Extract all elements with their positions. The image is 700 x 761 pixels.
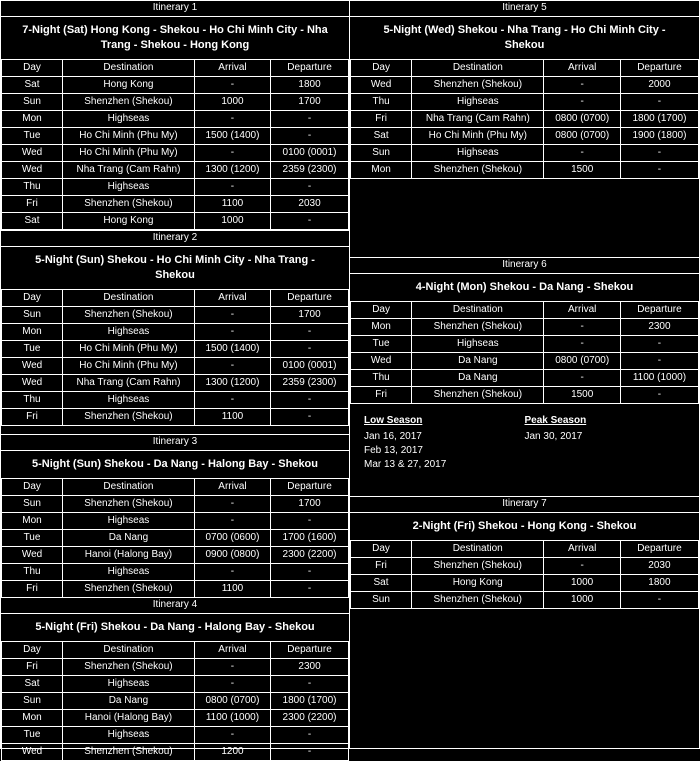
cell-departure: -	[620, 387, 698, 404]
cell-departure: 1800	[620, 575, 698, 592]
table-row	[351, 353, 699, 370]
cell-departure: -	[271, 392, 349, 409]
cell-day: Sun	[351, 145, 412, 162]
season-section	[350, 404, 699, 472]
cell-departure: 1700	[271, 496, 349, 513]
cell-destination: Highseas	[63, 513, 195, 530]
cell-arrival: 0800 (0700)	[544, 128, 620, 145]
cell-destination: Ho Chi Minh (Phu My)	[412, 128, 544, 145]
peak-season-heading: Peak Season	[524, 415, 587, 426]
cell-destination: Highseas	[63, 179, 195, 196]
table-row	[351, 128, 699, 145]
cell-arrival: 0900 (0800)	[194, 547, 270, 564]
cell-destination: Nha Trang (Cam Rahn)	[63, 375, 195, 392]
cell-day: Wed	[2, 162, 63, 179]
table-row	[2, 358, 349, 375]
cell-day: Mon	[2, 324, 63, 341]
itinerary-title-1: 7-Night (Sat) Hong Kong - Shekou - Ho Chi Minh City - Nha Trang - Shekou - Hong Kong	[22, 24, 328, 51]
table-row	[2, 162, 349, 179]
cell-arrival: -	[194, 392, 270, 409]
table-row	[2, 547, 349, 564]
column-header-arrival: Arrival	[194, 290, 270, 307]
table-row	[2, 111, 349, 128]
cell-departure: -	[620, 162, 698, 179]
cell-day: Tue	[2, 341, 63, 358]
cell-day: Sun	[2, 94, 63, 111]
column-header-destination: Destination	[412, 302, 544, 319]
schedule-table-3	[1, 478, 349, 598]
cell-day: Mon	[2, 513, 63, 530]
column-header-arrival: Arrival	[194, 479, 270, 496]
cell-destination: Ho Chi Minh (Phu My)	[63, 358, 195, 375]
schedule-table-4	[1, 641, 349, 761]
table-row	[2, 196, 349, 213]
cell-arrival: -	[194, 496, 270, 513]
column-header-day: Day	[351, 541, 412, 558]
cell-departure: 2359 (2300)	[271, 162, 349, 179]
cell-destination: Da Nang	[412, 370, 544, 387]
cell-day: Mon	[351, 319, 412, 336]
column-header-day: Day	[351, 60, 412, 77]
cell-arrival: 0800 (0700)	[194, 693, 270, 710]
table-row	[2, 564, 349, 581]
cell-day: Sun	[351, 592, 412, 609]
cell-day: Wed	[2, 375, 63, 392]
table-row	[2, 496, 349, 513]
cell-arrival: 1500 (1400)	[194, 341, 270, 358]
itinerary-block-7	[350, 496, 699, 609]
cell-destination: Shenzhen (Shekou)	[63, 744, 195, 761]
cell-destination: Hanoi (Halong Bay)	[63, 547, 195, 564]
cell-departure: 0100 (0001)	[271, 358, 349, 375]
cell-destination: Nha Trang (Cam Rahn)	[412, 111, 544, 128]
cell-destination: Da Nang	[63, 693, 195, 710]
cell-day: Mon	[2, 111, 63, 128]
cell-destination: Ho Chi Minh (Phu My)	[63, 128, 195, 145]
table-row	[351, 336, 699, 353]
column-header-day: Day	[2, 60, 63, 77]
table-row	[351, 319, 699, 336]
itinerary-block-5	[350, 1, 699, 179]
cell-arrival: -	[544, 336, 620, 353]
itinerary-label-3: Itinerary 3	[1, 435, 349, 451]
itinerary-label-1: Itinerary 1	[1, 1, 349, 17]
cell-departure: -	[271, 564, 349, 581]
table-row	[2, 213, 349, 230]
itinerary-label-4: Itinerary 4	[1, 598, 349, 614]
table-row	[2, 530, 349, 547]
column-header-arrival: Arrival	[194, 642, 270, 659]
cell-arrival: 0800 (0700)	[544, 353, 620, 370]
right-spacer-1	[350, 179, 699, 257]
cell-arrival: -	[194, 324, 270, 341]
column-header-destination: Destination	[63, 290, 195, 307]
column-header-destination: Destination	[412, 541, 544, 558]
cell-arrival: 1300 (1200)	[194, 375, 270, 392]
cell-departure: -	[271, 727, 349, 744]
cell-departure: 2030	[271, 196, 349, 213]
low-season-column	[364, 414, 525, 472]
cell-arrival: -	[194, 307, 270, 324]
column-header-departure: Departure	[271, 290, 349, 307]
cell-destination: Highseas	[63, 727, 195, 744]
cell-departure: 2030	[620, 558, 698, 575]
cell-destination: Highseas	[63, 676, 195, 693]
column-header-destination: Destination	[412, 60, 544, 77]
cell-arrival: -	[194, 179, 270, 196]
cell-day: Tue	[2, 727, 63, 744]
cell-destination: Hong Kong	[412, 575, 544, 592]
left-spacer	[1, 426, 349, 434]
cell-departure: 1800	[271, 77, 349, 94]
cell-destination: Hong Kong	[63, 77, 195, 94]
itinerary-label-2: Itinerary 2	[1, 231, 349, 247]
cell-destination: Shenzhen (Shekou)	[412, 558, 544, 575]
cell-departure: 1700 (1600)	[271, 530, 349, 547]
column-header-arrival: Arrival	[194, 60, 270, 77]
cell-arrival: 0700 (0600)	[194, 530, 270, 547]
cell-departure: 2300	[620, 319, 698, 336]
cell-arrival: 1100	[194, 409, 270, 426]
itinerary-block-4	[1, 598, 349, 761]
cell-destination: Shenzhen (Shekou)	[412, 162, 544, 179]
cell-day: Wed	[351, 353, 412, 370]
cell-destination: Shenzhen (Shekou)	[412, 592, 544, 609]
cell-destination: Da Nang	[63, 530, 195, 547]
cell-arrival: -	[544, 94, 620, 111]
itinerary-title-3: 5-Night (Sun) Shekou - Da Nang - Halong Bay - Shekou	[31, 458, 318, 470]
cell-arrival: 1100 (1000)	[194, 710, 270, 727]
column-header-departure: Departure	[271, 642, 349, 659]
table-header-row	[351, 60, 699, 77]
cell-destination: Highseas	[412, 94, 544, 111]
cell-departure: -	[271, 409, 349, 426]
cell-destination: Shenzhen (Shekou)	[412, 387, 544, 404]
column-header-destination: Destination	[63, 479, 195, 496]
cell-arrival: 1300 (1200)	[194, 162, 270, 179]
cell-arrival: -	[544, 319, 620, 336]
cell-arrival: -	[194, 111, 270, 128]
table-row	[2, 77, 349, 94]
table-header-row	[2, 479, 349, 496]
table-header-row	[351, 302, 699, 319]
cell-day: Wed	[2, 744, 63, 761]
itinerary-label-5: Itinerary 5	[350, 1, 699, 17]
cell-day: Wed	[2, 547, 63, 564]
itinerary-block-1	[1, 1, 349, 230]
table-row	[351, 387, 699, 404]
cell-destination: Highseas	[412, 145, 544, 162]
cell-day: Mon	[351, 162, 412, 179]
cell-departure: 2300 (2200)	[271, 547, 349, 564]
cell-day: Tue	[2, 530, 63, 547]
table-row	[2, 409, 349, 426]
cell-arrival: -	[194, 659, 270, 676]
schedule-table-1	[1, 59, 349, 230]
cell-departure: -	[271, 324, 349, 341]
schedule-table-5	[350, 59, 699, 179]
cell-day: Sat	[2, 77, 63, 94]
table-row	[2, 659, 349, 676]
column-header-day: Day	[2, 290, 63, 307]
cell-arrival: 1000	[544, 592, 620, 609]
table-row	[2, 710, 349, 727]
cell-destination: Ho Chi Minh (Phu My)	[63, 341, 195, 358]
cell-departure: -	[271, 341, 349, 358]
cell-destination: Hanoi (Halong Bay)	[63, 710, 195, 727]
column-header-destination: Destination	[63, 642, 195, 659]
cell-destination: Shenzhen (Shekou)	[63, 659, 195, 676]
cell-destination: Shenzhen (Shekou)	[63, 409, 195, 426]
table-row	[351, 94, 699, 111]
table-header-row	[2, 290, 349, 307]
cell-departure: 1700	[271, 94, 349, 111]
peak-season-column	[525, 414, 686, 472]
table-row	[2, 307, 349, 324]
cell-destination: Shenzhen (Shekou)	[63, 496, 195, 513]
table-row	[2, 744, 349, 761]
cell-destination: Hong Kong	[63, 213, 195, 230]
cell-departure: -	[271, 581, 349, 598]
table-row	[2, 693, 349, 710]
cell-day: Fri	[2, 581, 63, 598]
cell-destination: Nha Trang (Cam Rahn)	[63, 162, 195, 179]
itinerary-block-6	[350, 257, 699, 472]
cell-destination: Shenzhen (Shekou)	[63, 581, 195, 598]
cell-departure: 2000	[620, 77, 698, 94]
right-spacer-2	[350, 472, 699, 496]
table-row	[2, 676, 349, 693]
itinerary-title-4: 5-Night (Fri) Shekou - Da Nang - Halong Bay - Shekou	[35, 621, 315, 633]
cell-departure: 2300 (2200)	[271, 710, 349, 727]
cell-arrival: 1500	[544, 162, 620, 179]
cell-destination: Shenzhen (Shekou)	[412, 77, 544, 94]
cell-departure: -	[271, 128, 349, 145]
table-row	[2, 581, 349, 598]
cell-day: Tue	[351, 336, 412, 353]
itinerary-block-2	[1, 230, 349, 426]
cell-arrival: 1000	[194, 213, 270, 230]
column-header-arrival: Arrival	[544, 302, 620, 319]
cell-day: Wed	[2, 358, 63, 375]
table-row	[351, 370, 699, 387]
table-row	[2, 341, 349, 358]
cell-day: Fri	[2, 409, 63, 426]
cell-arrival: -	[194, 676, 270, 693]
cell-arrival: -	[194, 358, 270, 375]
cell-departure: 1100 (1000)	[620, 370, 698, 387]
column-header-departure: Departure	[271, 60, 349, 77]
table-row	[351, 162, 699, 179]
cell-destination: Shenzhen (Shekou)	[63, 196, 195, 213]
cell-arrival: -	[544, 558, 620, 575]
cell-destination: Highseas	[63, 564, 195, 581]
table-row	[2, 392, 349, 409]
cell-departure: 1800 (1700)	[271, 693, 349, 710]
itinerary-label-6: Itinerary 6	[350, 258, 699, 274]
itinerary-title-7: 2-Night (Fri) Shekou - Hong Kong - Shekou	[412, 520, 637, 532]
table-row	[2, 128, 349, 145]
cell-destination: Shenzhen (Shekou)	[63, 94, 195, 111]
cell-day: Fri	[351, 558, 412, 575]
column-header-day: Day	[2, 479, 63, 496]
cell-departure: 0100 (0001)	[271, 145, 349, 162]
columns-container	[1, 1, 699, 757]
cell-destination: Highseas	[412, 336, 544, 353]
column-header-departure: Departure	[620, 541, 698, 558]
cell-destination: Da Nang	[412, 353, 544, 370]
cell-day: Wed	[2, 145, 63, 162]
table-header-row	[351, 541, 699, 558]
table-row	[2, 94, 349, 111]
cell-departure: 2300	[271, 659, 349, 676]
cell-arrival: 1000	[544, 575, 620, 592]
itinerary-title-2: 5-Night (Sun) Shekou - Ho Chi Minh City - Nha Trang - Shekou	[35, 254, 315, 281]
low-season-date: Mar 13 & 27, 2017	[364, 459, 447, 470]
table-row	[351, 77, 699, 94]
table-header-row	[2, 60, 349, 77]
cell-arrival: 1500 (1400)	[194, 128, 270, 145]
right-column	[350, 1, 699, 748]
schedule-table-2	[1, 289, 349, 426]
table-row	[2, 145, 349, 162]
cell-departure: -	[271, 744, 349, 761]
low-season-date: Feb 13, 2017	[364, 445, 423, 456]
cell-day: Mon	[2, 710, 63, 727]
cell-departure: -	[620, 336, 698, 353]
cell-arrival: -	[544, 145, 620, 162]
cell-day: Sun	[2, 307, 63, 324]
peak-season-date: Jan 30, 2017	[524, 431, 583, 442]
cell-departure: 1900 (1800)	[620, 128, 698, 145]
cell-arrival: 1000	[194, 94, 270, 111]
table-row	[351, 111, 699, 128]
cell-day: Fri	[2, 196, 63, 213]
cell-day: Sat	[2, 676, 63, 693]
low-season-heading: Low Season	[364, 415, 423, 426]
table-row	[2, 179, 349, 196]
cell-day: Wed	[351, 77, 412, 94]
table-row	[2, 324, 349, 341]
cell-day: Fri	[351, 387, 412, 404]
column-header-destination: Destination	[63, 60, 195, 77]
cell-departure: -	[620, 592, 698, 609]
schedule-table-7	[350, 540, 699, 609]
column-header-departure: Departure	[620, 302, 698, 319]
cell-destination: Shenzhen (Shekou)	[63, 307, 195, 324]
cell-day: Sun	[2, 496, 63, 513]
cell-arrival: -	[194, 145, 270, 162]
cell-arrival: 1500	[544, 387, 620, 404]
low-season-date: Jan 16, 2017	[364, 431, 422, 442]
cell-day: Sun	[2, 693, 63, 710]
cell-arrival: -	[194, 77, 270, 94]
cell-departure: 1800 (1700)	[620, 111, 698, 128]
cell-arrival: -	[194, 513, 270, 530]
cell-destination: Highseas	[63, 392, 195, 409]
cell-destination: Ho Chi Minh (Phu My)	[63, 145, 195, 162]
cell-departure: -	[271, 676, 349, 693]
cell-departure: -	[271, 513, 349, 530]
cell-departure: -	[620, 94, 698, 111]
cell-arrival: -	[544, 370, 620, 387]
cell-day: Sat	[2, 213, 63, 230]
cell-arrival: -	[194, 727, 270, 744]
table-row	[2, 513, 349, 530]
itinerary-block-3	[1, 434, 349, 598]
cell-arrival: 1100	[194, 196, 270, 213]
cell-arrival: 1200	[194, 744, 270, 761]
cell-day: Sat	[351, 575, 412, 592]
cell-arrival: 1100	[194, 581, 270, 598]
table-row	[351, 558, 699, 575]
column-header-departure: Departure	[271, 479, 349, 496]
cell-day: Tue	[2, 128, 63, 145]
cell-day: Thu	[351, 370, 412, 387]
cell-day: Thu	[2, 392, 63, 409]
column-header-arrival: Arrival	[544, 60, 620, 77]
cell-departure: 2359 (2300)	[271, 375, 349, 392]
column-header-day: Day	[2, 642, 63, 659]
cell-day: Fri	[2, 659, 63, 676]
cell-day: Sat	[351, 128, 412, 145]
cell-day: Thu	[351, 94, 412, 111]
cell-departure: 1700	[271, 307, 349, 324]
table-row	[351, 145, 699, 162]
itinerary-label-7: Itinerary 7	[350, 497, 699, 513]
cell-destination: Highseas	[63, 111, 195, 128]
schedule-table-6	[350, 301, 699, 404]
cell-day: Thu	[2, 564, 63, 581]
table-row	[351, 592, 699, 609]
cell-arrival: 0800 (0700)	[544, 111, 620, 128]
cell-arrival: -	[544, 77, 620, 94]
table-row	[2, 375, 349, 392]
cell-day: Thu	[2, 179, 63, 196]
cell-departure: -	[620, 353, 698, 370]
column-header-departure: Departure	[620, 60, 698, 77]
table-row	[351, 575, 699, 592]
column-header-arrival: Arrival	[544, 541, 620, 558]
cell-destination: Shenzhen (Shekou)	[412, 319, 544, 336]
cell-arrival: -	[194, 564, 270, 581]
cell-departure: -	[271, 179, 349, 196]
table-header-row	[2, 642, 349, 659]
cell-destination: Highseas	[63, 324, 195, 341]
cell-departure: -	[271, 111, 349, 128]
cell-departure: -	[271, 213, 349, 230]
itinerary-title-5: 5-Night (Wed) Shekou - Nha Trang - Ho Chi Minh City - Shekou	[383, 24, 666, 51]
column-header-day: Day	[351, 302, 412, 319]
table-row	[2, 727, 349, 744]
cell-day: Fri	[351, 111, 412, 128]
left-column	[1, 1, 350, 757]
cell-departure: -	[620, 145, 698, 162]
itinerary-title-6: 4-Night (Mon) Shekou - Da Nang - Shekou	[415, 281, 634, 293]
